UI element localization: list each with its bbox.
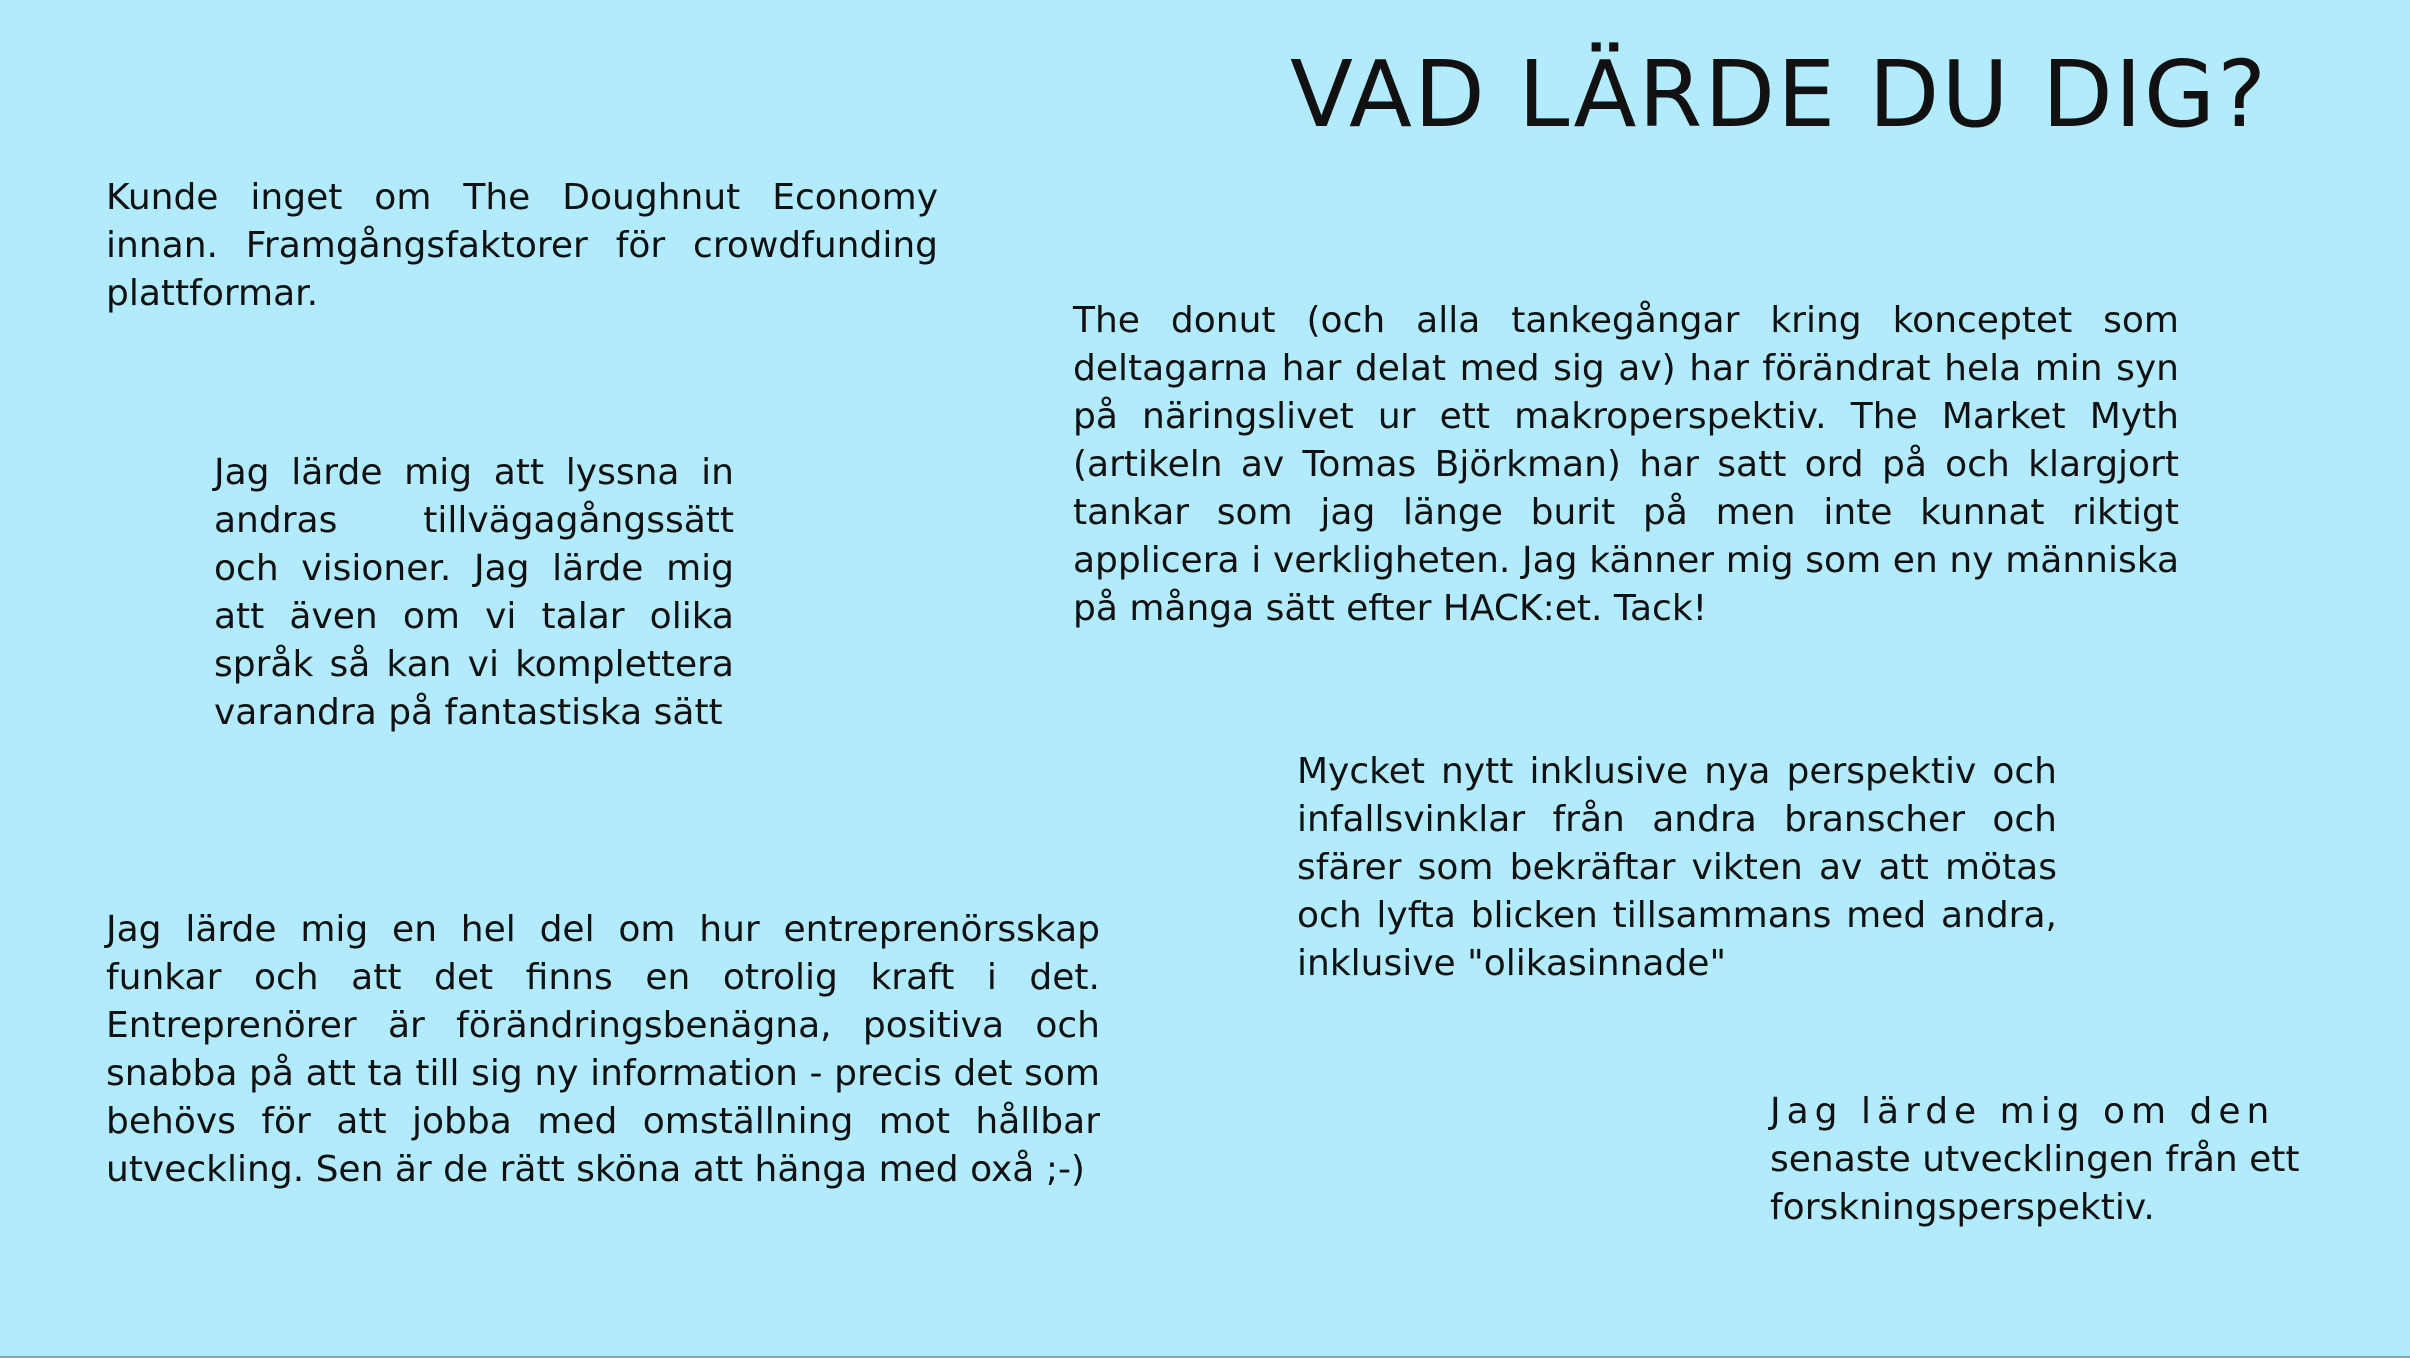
quote-donut-market-myth: The donut (och alla tankegångar kring konceptet som deltagarna har delat med sig av) har förändrat hela min syn på näringslivet ur ett makroperspektiv. The Market Myth (artikeln av Tomas Björkman) har satt ord på och klargjort tankar som jag länge burit på men inte kunnat riktigt applicera i verkligheten. Jag känner mig som en ny människa på många sätt efter HACK:et. Tack! bbox=[1073, 300, 2179, 629]
slide-title: VAD LÄRDE DU DIG? bbox=[1290, 41, 2269, 148]
quote-research-line-1: Jag lärde mig om den bbox=[1770, 1091, 2276, 1132]
quote-research-line-3: forskningsperspektiv. bbox=[1770, 1187, 2155, 1228]
quote-entrepreneurship: Jag lärde mig en hel del om hur entreprenörsskap funkar och att det finns en otrolig kraft i det. Entreprenörer är förändringsbenägna, positiva och snabba på att ta till sig ny information - precis det som behövs för att jobba med omställning mot hållbar utveckling. Sen är de rätt sköna att hänga med oxå ;-) bbox=[106, 909, 1100, 1190]
quote-listening: Jag lärde mig att lyssna in andras tillvägagångssätt och visioner. Jag lärde mig att även om vi talar olika språk så kan vi komplettera varandra på fantastiska sätt bbox=[214, 452, 734, 733]
quote-new-perspectives: Mycket nytt inklusive nya perspektiv och infallsvinklar från andra branscher och sfärer som bekräftar vikten av att mötas och lyfta blicken tillsammans med andra, inklusive "olikasinnade" bbox=[1297, 751, 2057, 984]
quote-doughnut-economy: Kunde inget om The Doughnut Economy innan. Framgångsfaktorer för crowdfunding plattformar. bbox=[106, 177, 938, 314]
quote-research-line-2: senaste utvecklingen från ett bbox=[1770, 1139, 2300, 1180]
quote-research-perspective bbox=[1770, 1088, 2330, 1232]
